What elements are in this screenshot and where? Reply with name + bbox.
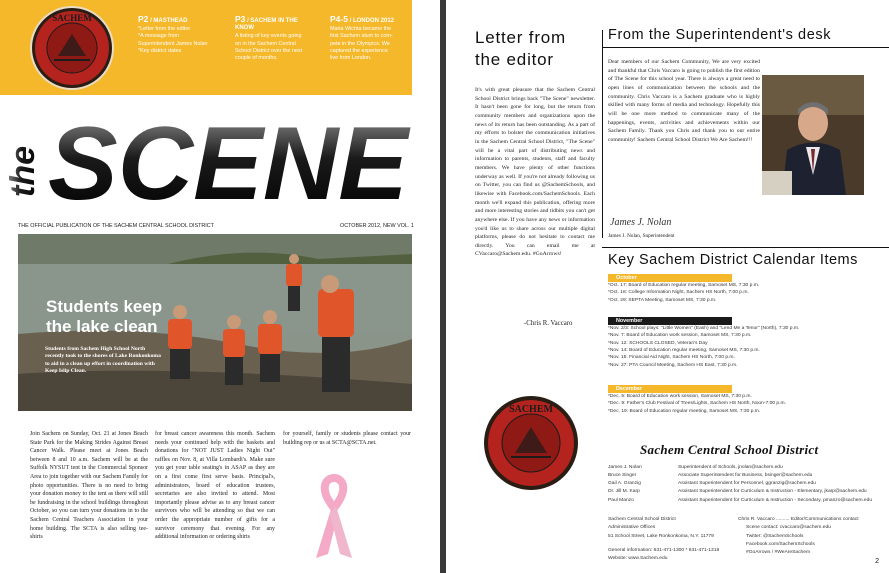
list-item: Dr. Jill M. Karp Assistant Superintendent for Curriculum & Instruction - Elementary, jkarp@sachem.edu bbox=[608, 489, 867, 495]
masthead-page bbox=[446, 0, 889, 573]
october-events bbox=[608, 282, 759, 304]
pink-ribbon-icon bbox=[312, 478, 356, 560]
list-item: Gail A. Granzig Assistant Superintendent for Personnel, ggranzig@sachem.edu bbox=[608, 481, 816, 487]
letter-signature: -Chris R. Vaccaro bbox=[524, 320, 573, 327]
article-column-2: for breast cancer awareness this month. Sachem needs your continued help with the baskets and donations for "NOT JUST Ladies Night Out" raffles on Nov. 8, at Villa Lombardi's. Make sure you get your table seating's in ASAP as they are on a first come first serve basis. Principal's, administrators, board of education trustees, secretaries are also invited to attend. Most importantly please advise as to any breast cancer survivors who will be attending so that we can order the appropriate number of gifts for a survivor ceremony that evening. For any additional information or ordering shirts bbox=[155, 431, 275, 541]
list-item: *Dec. 19: Board of Education regular meeting, Samoset MS, 7:30 p.m. bbox=[608, 408, 761, 414]
district-name: Sachem Central School District bbox=[640, 442, 819, 457]
letter-title: Letter from the editor bbox=[475, 28, 566, 69]
superintendent-signature bbox=[608, 212, 672, 230]
district-address: Sachem Central School District Administrative Offices 51 School Street, Lake Ronkonkoma, N.Y. 11779 General information: 631-471-1300 * 631-471-1318 Website: www.Sachem.edu bbox=[608, 517, 720, 562]
month-bar-november: November bbox=[608, 317, 732, 325]
teaser-p2[interactable]: P2 / MASTHEAD *Letter from the editor *A message from Superintendent James Nolan *Key district dates bbox=[138, 14, 208, 54]
teaser-p45[interactable]: P4-5 / LONDON 2012 Maria Wichta became the first Sachem alum to com- pete in the Olympics. We captured the experience live from London. bbox=[330, 14, 394, 62]
calendar-title: Key Sachem District Calendar Items bbox=[608, 252, 858, 268]
seal-text: SACHEM bbox=[52, 13, 92, 23]
hero-photo bbox=[18, 234, 412, 411]
page-number: 2 bbox=[875, 558, 879, 565]
district-seal-image bbox=[30, 6, 114, 90]
list-item: *Oct. 18: College Information Night, Sachem HS North, 7:00 p.m. bbox=[608, 290, 749, 296]
month-bar-october: October bbox=[608, 274, 732, 282]
superintendent-name: James J. Nolan, Superintendent bbox=[608, 233, 675, 239]
article-column-1: Join Sachem on Sunday, Oct. 21 at Jones Beach State Park for the Making Strides Against Breast Cancer Walk. Please meet at Jones Beach between 8 and 10 a.m. Sachem will be at the Suffolk NYSUT tent in the Commercial Sponsor Area to join together with our Sachem Family for photo opportunities. There is no need to bring your donation money to the tent as there will still be fundraising in the school buildings throughout October, so you can turn your donations in to the Sachem Central Teachers Association in your home building. The SCTA is also selling tee-shirts bbox=[30, 431, 148, 541]
calendar-rule bbox=[602, 247, 889, 248]
issue-line: OCTOBER 2012, NEW VOL. 1 bbox=[340, 223, 414, 229]
list-item: *Nov. 2/3: School plays: "Little Women" (Eash) and "Lend Me a Tenor" (North), 7:30 p.m. bbox=[608, 326, 800, 331]
list-item: *Nov. 7: Board of Education work session, Samoset MS, 7:30 p.m. bbox=[608, 333, 752, 339]
editor-contact: Chris R. Vaccaro .......... Editor/Communications contact Scene contact: cvaccaro@sachem.edu Twitter: @SachemSchools Facebook.com/SachemSchools #GoArrows / #WeAreSachem bbox=[738, 517, 859, 556]
superintendent-letter-body: Dear members of our Sachem Community, We are very excited and thankful that Chris Vaccaro is going to publish the first edition of The Scene for this school year. There is always a great need to open lines of communication between the schools and the community. Chris Vaccaro is a Sachem graduate who is highly skilled with many forms of media and technology. Hopefully this will be one more method to communicate many of the happenings, events, activities and achievements within our Sachem Family. Thank you Chris and thank you to our entire community! Sachem Central School District We Are Sachem!!! bbox=[608, 59, 760, 143]
list-item: *Nov. 14: Board of Education regular meeting, Samoset MS, 7:30 p.m. bbox=[608, 348, 760, 354]
superintendent-photo bbox=[762, 75, 864, 195]
letter-body: It's with great pleasure that the Sachem Central School District brings back "The Scene" newsletter. It hasn't been gone for long, but the return from community members and organizations upon the news of its return has been outstanding. As a part of my efforts to bolster the communication initiatives in the Sachem Central School District, "The Scene" will be a vital part of distributing news and information to parents, students, staff and faculty members. We have plenty of other functions underway as well. If you're not already following us on Twitter, you can find us @SachemSchools, and likewise with Facebook.com/SachemSchools. Each month we'll expand this publication, offering more and more interesting stories and tidbits you can't get anywhere else. If you have any news or information you'd like us to share across our multiple digital platforms, please do not hesitate to contact me directly. You can email me at CVaccaro@Sachem.edu. #GoArrows! bbox=[475, 87, 595, 258]
list-item: Paul Manzo Assistant Superintendent for Curriculum & Instruction - Secondary, pmanzo@sachem.edu bbox=[608, 497, 873, 503]
svg-text:James J. Nolan: James J. Nolan bbox=[610, 217, 672, 228]
svg-text:SACHEM: SACHEM bbox=[509, 404, 553, 415]
list-item: *Oct. 17: Board of Education regular meeting, Samoset MS, 7:30 p.m. bbox=[608, 283, 760, 288]
list-item: James J. Nolan Superintendent of Schools, jnolan@sachem.edu bbox=[608, 465, 783, 470]
list-item: *Nov. 27: PTA Council Meeting, Sachem HS East, 7:30 p.m. bbox=[608, 362, 738, 368]
list-item: *Nov. 12: SCHOOLS CLOSED, Veteran's Day bbox=[608, 340, 708, 346]
month-bar-december: December bbox=[608, 385, 732, 393]
logo-scene-text: SCENE bbox=[48, 106, 411, 222]
list-item: *Dec. 9: Father's Club Festival of Trees/Lights, Sachem HS North, Noon-7:00 p.m. bbox=[608, 401, 786, 407]
hero-headline: Students keep the lake clean bbox=[46, 297, 163, 336]
front-page bbox=[0, 0, 440, 573]
list-item: Bruce Singer Associate Superintendent for Business, bsinger@sachem.edu bbox=[608, 473, 813, 479]
november-events bbox=[608, 325, 799, 369]
teaser-p3[interactable]: P3 / SACHEM IN THE KNOW A listing of key events going on in the Sachem Central School District over the next couple of months. bbox=[235, 14, 303, 62]
logo-the-text: the bbox=[4, 146, 42, 197]
the-scene-logo bbox=[4, 105, 412, 222]
hero-caption: Students from Sachem High School North recently took to the shores of Lake Ronkonkoma to aid in a clean up effort in coordination with Keep Islip Clean. bbox=[45, 346, 161, 375]
december-events bbox=[608, 393, 786, 415]
column-divider bbox=[602, 30, 603, 238]
list-item: *Nov. 15: Financial Aid Night, Sachem HS North, 7:00 p.m. bbox=[608, 355, 735, 361]
title-rule bbox=[602, 47, 889, 48]
list-item: *Oct. 29: SEPTA Meeting, Samoset MS, 7:30 p.m. bbox=[608, 297, 717, 303]
superintendent-title: From the Superintendent's desk bbox=[608, 27, 832, 43]
publication-line: THE OFFICIAL PUBLICATION OF THE SACHEM CENTRAL SCHOOL DISTRICT bbox=[18, 223, 214, 229]
article-column-3: for yourself, family or students please contact your building rep or us at SCTA@SCTA.net. bbox=[283, 431, 411, 446]
list-item: *Dec. 5: Board of Education work session, Samoset MS, 7:30 p.m. bbox=[608, 394, 752, 399]
staff-directory bbox=[608, 464, 872, 505]
district-seal-image-2 bbox=[483, 395, 579, 491]
